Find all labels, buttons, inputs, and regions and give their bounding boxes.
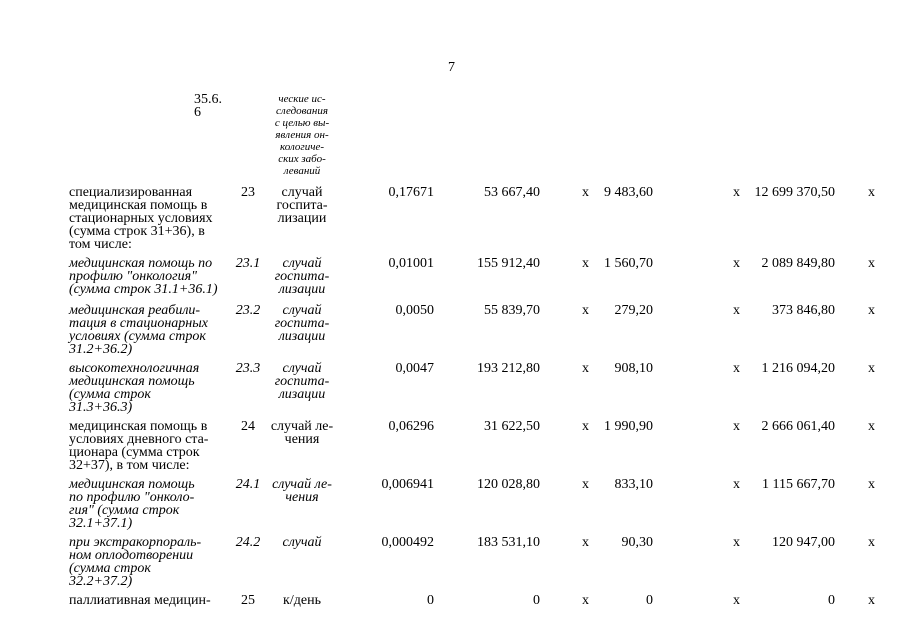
row-name: медицинская помощь по профилю "онколо- гия" (сумма строк 32.1+37.1) [69,477,195,531]
per-capita-value: 90,30 [621,535,653,550]
cost-value: 120 028,80 [477,477,540,492]
x-mark: x [868,477,875,492]
row-unit: случай госпита- лизации [274,361,330,402]
x-mark: x [733,185,740,200]
per-capita-value: 1 560,70 [604,256,653,271]
x-mark: x [733,256,740,271]
norm-value: 0,0047 [395,361,434,376]
cost-value: 193 212,80 [477,361,540,376]
row-name: медицинская реабили- тация в стационарных условиях (сумма строк 31.2+36.2) [69,303,208,357]
row-number: 23.2 [235,303,261,318]
per-capita-value: 9 483,60 [604,185,653,200]
norm-value: 0,0050 [395,303,434,318]
row-unit: случай госпита- лизации [274,256,330,297]
x-mark: x [733,593,740,608]
total-value: 120 947,00 [772,535,835,550]
row-name: специализированная медицинская помощь в стационарных условиях (сумма строк 31+36), в том числе: [69,185,213,252]
cost-value: 31 622,50 [484,419,540,434]
total-value: 1 216 094,20 [761,361,835,376]
page-number: 7 [448,60,455,75]
row-number: 23.3 [235,361,261,376]
x-mark: x [582,535,589,550]
norm-value: 0,01001 [388,256,434,271]
cost-value: 55 839,70 [484,303,540,318]
total-value: 0 [828,593,835,608]
row-name: медицинская помощь по профилю "онкология" (сумма строк 31.1+36.1) [69,256,218,297]
norm-value: 0,17671 [388,185,434,200]
row-unit: к/день [283,593,321,608]
norm-value: 0,006941 [381,477,434,492]
row-unit: случай [282,535,322,550]
x-mark: x [582,185,589,200]
row-unit: случай госпита- лизации [276,185,328,226]
x-mark: x [868,303,875,318]
cost-value: 53 667,40 [484,185,540,200]
row-unit: случай госпита- лизации [274,303,330,344]
x-mark: x [868,361,875,376]
top-fragment-text: ческие ис- следования с целью вы- явления он- кологиче- ских забо- леваний [274,93,330,177]
total-value: 373 846,80 [772,303,835,318]
x-mark: x [868,419,875,434]
norm-value: 0,06296 [388,419,434,434]
norm-value: 0,000492 [381,535,434,550]
row-name: медицинская помощь в условиях дневного ста- ционара (сумма строк 32+37), в том числе: [69,419,209,473]
x-mark: x [868,593,875,608]
per-capita-value: 0 [646,593,653,608]
row-number: 25 [241,593,255,608]
x-mark: x [733,303,740,318]
row-number: 23 [241,185,255,200]
per-capita-value: 833,10 [614,477,653,492]
per-capita-value: 908,10 [614,361,653,376]
x-mark: x [582,419,589,434]
x-mark: x [733,419,740,434]
x-mark: x [582,361,589,376]
x-mark: x [733,535,740,550]
row-number: 24.1 [235,477,261,492]
total-value: 1 115 667,70 [762,477,835,492]
cost-value: 183 531,10 [477,535,540,550]
per-capita-value: 279,20 [614,303,653,318]
norm-value: 0 [427,593,434,608]
x-mark: x [582,303,589,318]
top-fragment-code: 35.6. 6 [194,92,222,120]
x-mark: x [868,535,875,550]
x-mark: x [582,477,589,492]
x-mark: x [733,361,740,376]
x-mark: x [582,593,589,608]
total-value: 12 699 370,50 [754,185,835,200]
x-mark: x [733,477,740,492]
row-unit: случай ле- чения [272,477,332,505]
row-number: 24.2 [235,535,261,550]
row-name: высокотехнологичная медицинская помощь (сумма строк 31.3+36.3) [69,361,200,415]
row-name: паллиативная медицин- [69,593,211,608]
row-unit: случай ле- чения [270,419,334,447]
x-mark: x [868,256,875,271]
x-mark: x [868,185,875,200]
row-number: 23.1 [235,256,261,271]
row-name: при экстракорпораль- ном оплодотворении (сумма строк 32.2+37.2) [69,535,202,589]
per-capita-value: 1 990,90 [604,419,653,434]
cost-value: 155 912,40 [477,256,540,271]
total-value: 2 089 849,80 [761,256,835,271]
x-mark: x [582,256,589,271]
cost-value: 0 [533,593,540,608]
row-number: 24 [241,419,255,434]
total-value: 2 666 061,40 [761,419,835,434]
